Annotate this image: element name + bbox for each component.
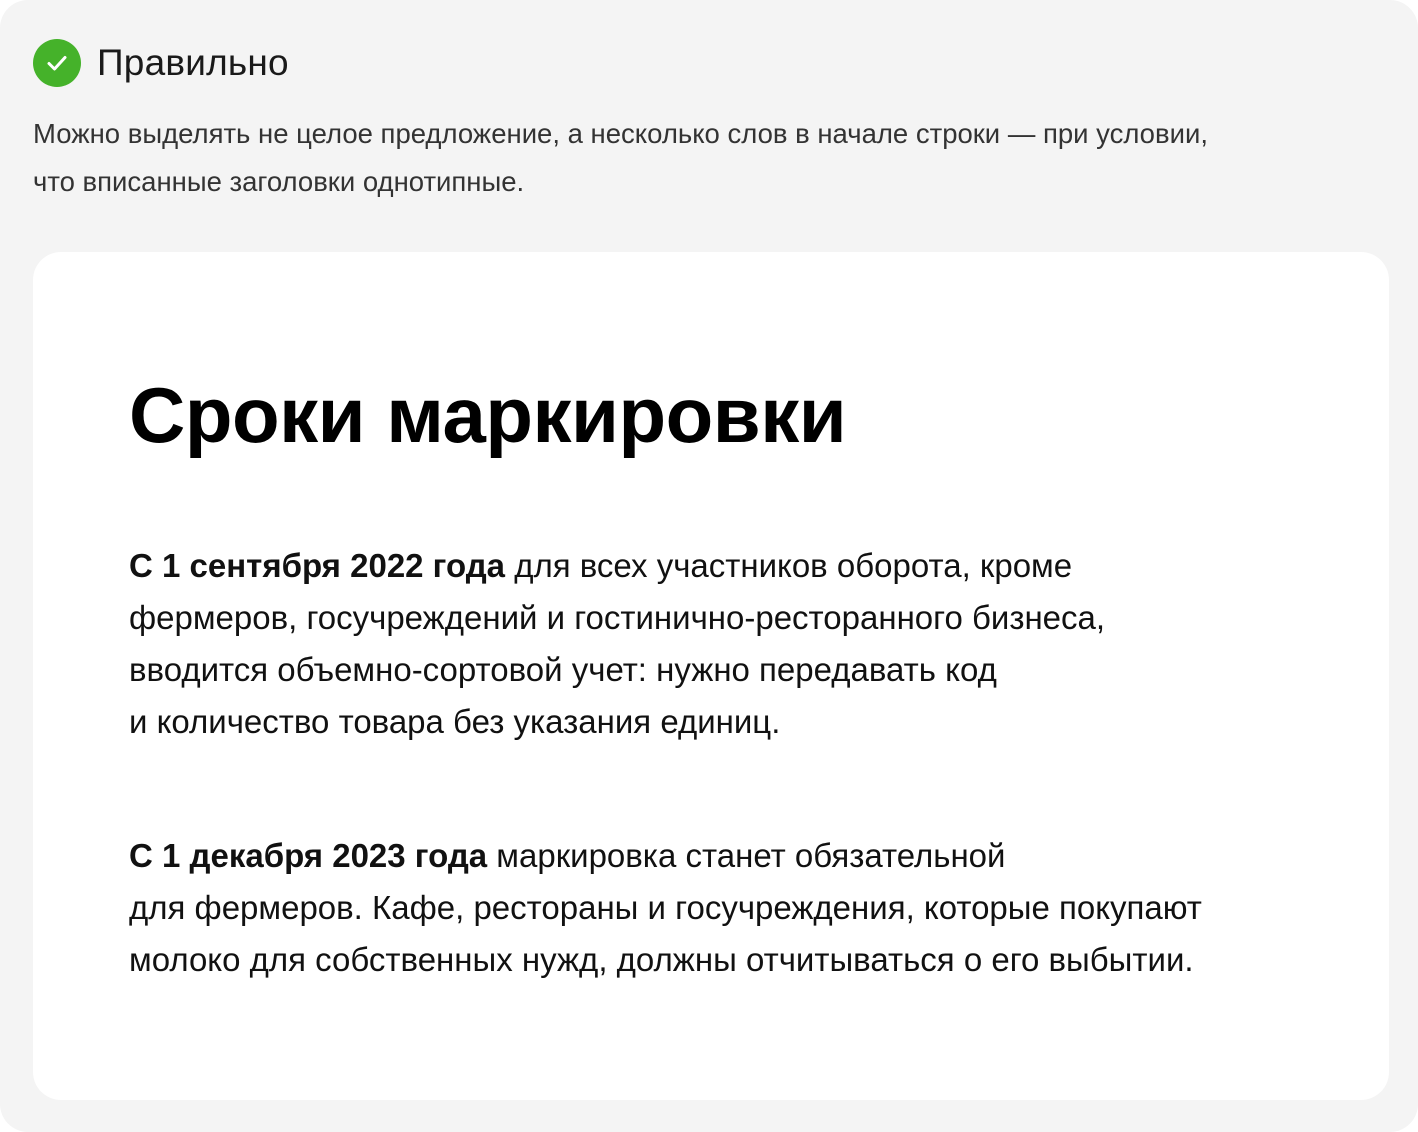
verdict-header bbox=[33, 38, 289, 88]
paragraph-lead: С 1 сентября 2022 года bbox=[129, 547, 506, 584]
paragraph-text: вводится объемно-сортовой учет: нужно передавать код bbox=[129, 651, 997, 688]
guideline-note-line-2: что вписанные заголовки однотипные. bbox=[33, 166, 525, 197]
paragraph-text: маркировка станет обязательной bbox=[487, 837, 1006, 874]
paragraph-text: и количество товара без указания единиц. bbox=[129, 703, 781, 740]
guideline-note-line-1: Можно выделять не целое предложение, а несколько слов в начале строки — при условии, bbox=[33, 118, 1208, 149]
paragraph-text: для всех участников оборота, кроме bbox=[505, 547, 1073, 584]
example-card bbox=[33, 252, 1389, 1100]
verdict-label: Правильно bbox=[97, 42, 289, 83]
paragraph-text: фермеров, госучреждений и гостинично-ресторанного бизнеса, bbox=[129, 599, 1106, 636]
paragraph-lead: С 1 декабря 2023 года bbox=[129, 837, 488, 874]
paragraph-text: для фермеров. Кафе, рестораны и госучреждения, которые покупают bbox=[129, 889, 1202, 926]
paragraph-text: молоко для собственных нужд, должны отчитываться о его выбытии. bbox=[129, 941, 1194, 978]
check-circle-icon bbox=[33, 39, 81, 87]
guideline-note bbox=[33, 110, 1393, 206]
example-paragraph bbox=[129, 830, 1309, 986]
example-paragraph bbox=[129, 540, 1309, 748]
example-title: Сроки маркировки bbox=[129, 371, 847, 459]
